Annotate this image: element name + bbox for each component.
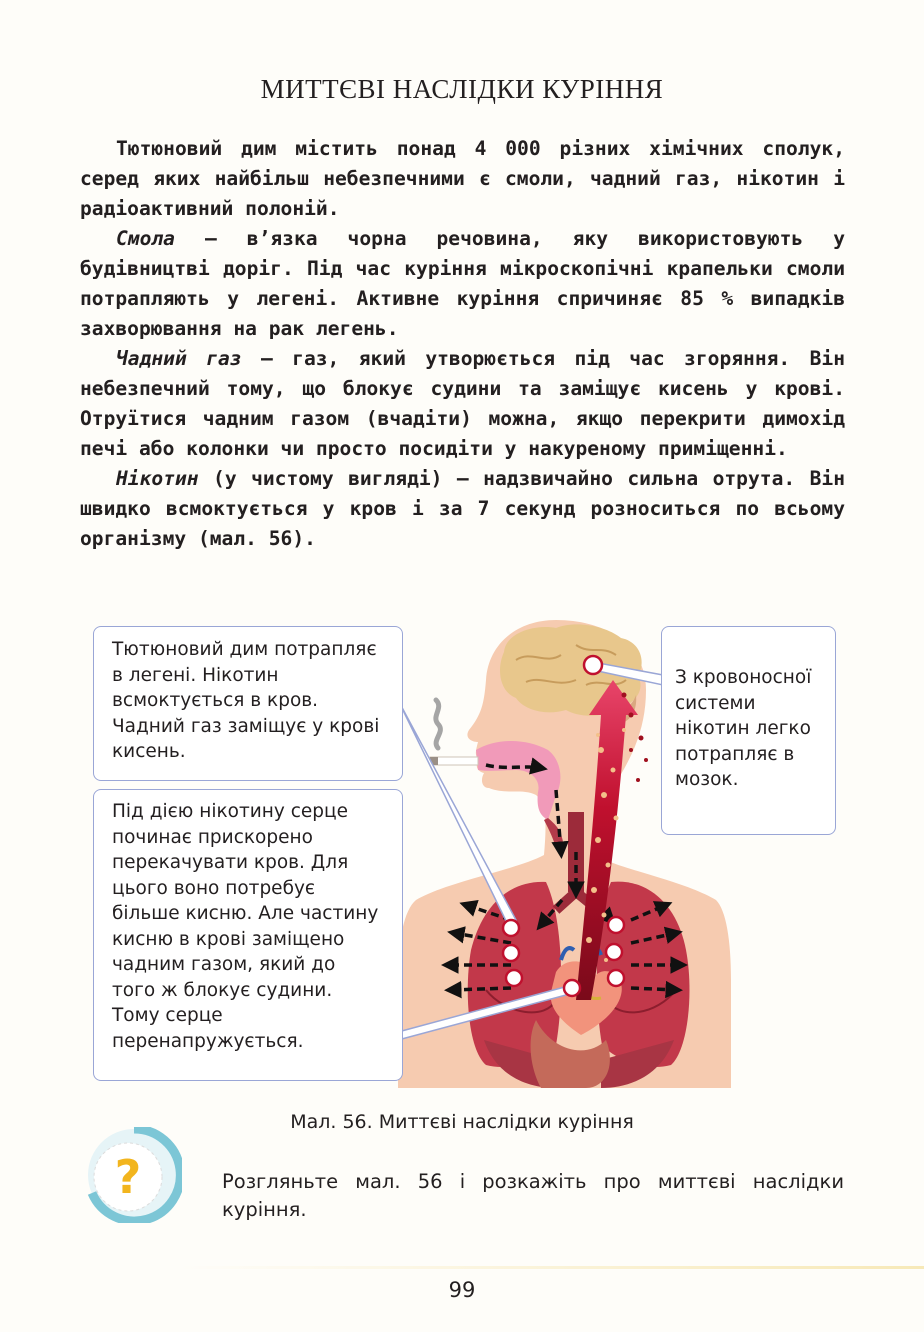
question-mark-icon [86,1127,182,1223]
callout-brain: З кровоносної системи нікотин легко потрапляє в мозок. [661,626,836,835]
term-tar: Смола [116,227,175,250]
main-text [80,134,845,554]
footer-divider [180,1266,924,1269]
figure-caption: Мал. 56. Миттєві наслідки куріння [290,1111,634,1133]
tar-definition: — в’язка чорна речовина, яку використовують у будівництві доріг. Під час куріння мікроскопічні крапельки смоли потрапляють у легені. Активне куріння спричиняє 85 % випадків захворювання на рак легень. [80,227,845,340]
mouth-throat [476,741,564,848]
callout-lungs: Тютюновий дим потрапляє в легені. Нікотин всмоктується в кров. Чадний газ заміщує у крові кисень. [93,626,403,781]
page-number: 99 [448,1278,476,1302]
term-carbon-monoxide: Чадний газ [116,347,242,370]
page-title: МИТТЄВІ НАСЛІДКИ КУРІННЯ [260,74,664,104]
callout-heart: Під дією нікотину серце починає прискорено перекачувати кров. Для цього воно потребує більше кисню. Але частину кисню в крові заміщено чадним газом, який до того ж блокує судини. Тому серце перенапружується. [93,789,403,1081]
paragraph-tar [80,224,845,344]
carbon-monoxide-definition: — газ, який утворюється під час згоряння. Він небезпечний тому, що блокує судини та заміщує кисень у крові. Отруїтися чадним газом (вчадіти) можна, якщо перекрити димохід печі або колонки чи просто посидіти у накуреному приміщенні. [80,347,846,460]
paragraph-carbon-monoxide [80,344,845,464]
paragraph-smoke: Тютюновий дим містить понад 4 000 різних хімічних сполук, серед яких найбільш небезпечними є смоли, чадний газ, нікотин і радіоактивний полоній. [80,137,845,220]
paragraph-nicotine [80,464,845,554]
figure-smoking-effects [86,620,846,1088]
term-nicotine: Нікотин [116,467,199,490]
svg-text:?: ? [114,1150,142,1204]
nicotine-definition: (у чистому вигляді) — надзвичайно сильна отрута. Він швидко всмоктується у кров і за 7 секунд розноситься по всьому організму (мал. 56). [80,467,845,550]
review-question: Розгляньте мал. 56 і розкажіть про миттєві наслідки куріння. [222,1170,844,1221]
